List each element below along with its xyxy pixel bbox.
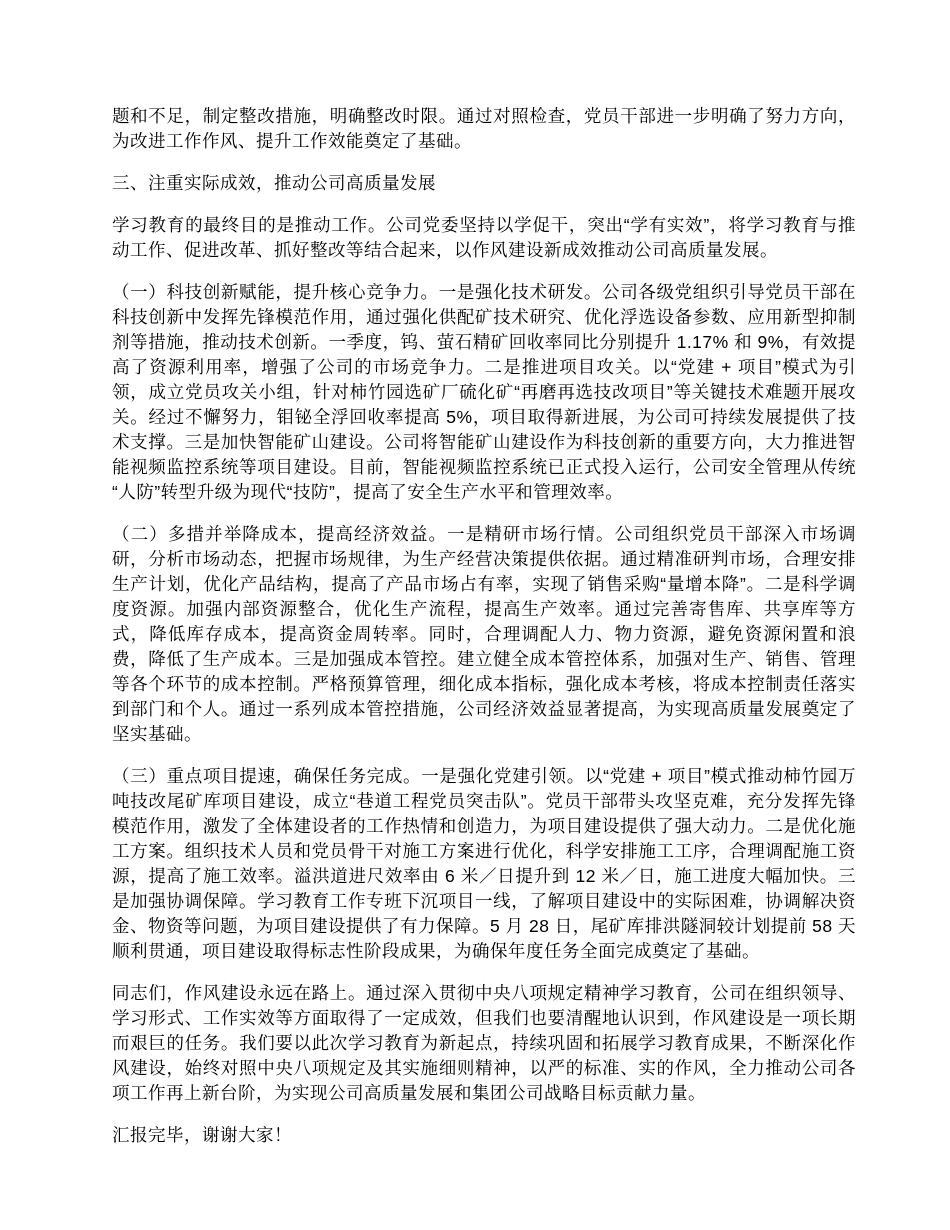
paragraph-intro: 学习教育的最终目的是推动工作。公司党委坚持以学促干，突出“学有实效”，将学习教育与推动工作、促进改革、抓好整改等结合起来，以作风建设新成效推动公司高质量发展。 — [112, 215, 856, 260]
section-heading: 三、注重实际成效，推动公司高质量发展 — [112, 173, 436, 193]
document-content — [112, 104, 856, 1165]
paragraph-closing: 汇报完毕，谢谢大家！ — [112, 1125, 292, 1145]
paragraph-point-two: （二）多措并举降成本，提高经济效益。一是精研市场行情。公司组织党员干部深入市场调研，分析市场动态，把握市场规律，为生产经营决策提供依据。通过精准研判市场，合理安排生产计划，优化产品结构，提高了产品市场占有率，实现了销售采购“量增本降”。二是科学调度资源。加强内部资源整合，优化生产流程，提高生产效率。通过完善寄售库、共享库等方式，降低库存成本，提高资金周转率。同时，合理调配人力、物力资源，避免资源闲置和浪费，降低了生产成本。三是加强成本管控。建立健全成本管控体系，加强对生产、销售、管理等各个环节的成本控制。严格预算管理，细化成本指标，强化成本考核，将成本控制责任落实到部门和个人。通过一系列成本管控措施，公司经济效益显著提高，为实现高质量发展奠定了坚实基础。 — [112, 524, 856, 744]
paragraph-conclusion: 同志们，作风建设永远在路上。通过深入贯彻中央八项规定精神学习教育，公司在组织领导、学习形式、工作实效等方面取得了一定成效，但我们也要清醒地认识到，作风建设是一项长期而艰巨的任务。我们要以此次学习教育为新起点，持续巩固和拓展学习教育成果，不断深化作风建设，始终对照中央八项规定及其实施细则精神，以严的标准、实的作风，全力推动公司各项工作再上新台阶，为实现公司高质量发展和集团公司战略目标贡献力量。 — [112, 983, 856, 1103]
paragraph-continuation: 题和不足，制定整改措施，明确整改时限。通过对照检查，党员干部进一步明确了努力方向，为改进工作作风、提升工作效能奠定了基础。 — [112, 106, 856, 151]
paragraph-point-three: （三）重点项目提速，确保任务完成。一是强化党建引领。以“党建 + 项目”模式推动柿竹园万吨技改尾矿库项目建设，成立“巷道工程党员突击队”。党员干部带头攻坚克难，充分发挥先锋模范作用，激发了全体建设者的工作热情和创造力，为项目建设提供了强大动力。二是优化施工方案。组织技术人员和党员骨干对施工方案进行优化，科学安排施工工序，合理调配施工资源，提高了施工效率。溢洪道进尺效率由 6 米／日提升到 12 米／日，施工进度大幅加快。三是加强协调保障。学习教育工作专班下沉项目一线，了解项目建设中的实际困难，协调解决资金、物资等问题，为项目建设提供了有力保障。5 月 28 日，尾矿库排洪隧洞较计划提前 58 天顺利贯通，项目建设取得标志性阶段成果，为确保年度任务全面完成奠定了基础。 — [112, 766, 856, 961]
paragraph-point-one: （一）科技创新赋能，提升核心竞争力。一是强化技术研发。公司各级党组织引导党员干部在科技创新中发挥先锋模范作用，通过强化供配矿技术研究、优化浮选设备参数、应用新型抑制剂等措施，推动技术创新。一季度，钨、萤石精矿回收率同比分别提升 1.17% 和 9%，有效提高了资源利用率，增强了公司的市场竞争力。二是推进项目攻关。以“党建 + 项目”模式为引领，成立党员攻关小组，针对柿竹园选矿厂硫化矿“再磨再选技改项目”等关键技术难题开展攻关。经过不懈努力，钼铋全浮回收率提高 5%，项目取得新进展，为公司可持续发展提供了技术支撑。三是加快智能矿山建设。公司将智能矿山建设作为科技创新的重要方向，大力推进智能视频监控系统等项目建设。目前，智能视频监控系统已正式投入运行，公司安全管理从传统“人防”转型升级为现代“技防”，提高了安全生产水平和管理效率。 — [112, 282, 856, 502]
